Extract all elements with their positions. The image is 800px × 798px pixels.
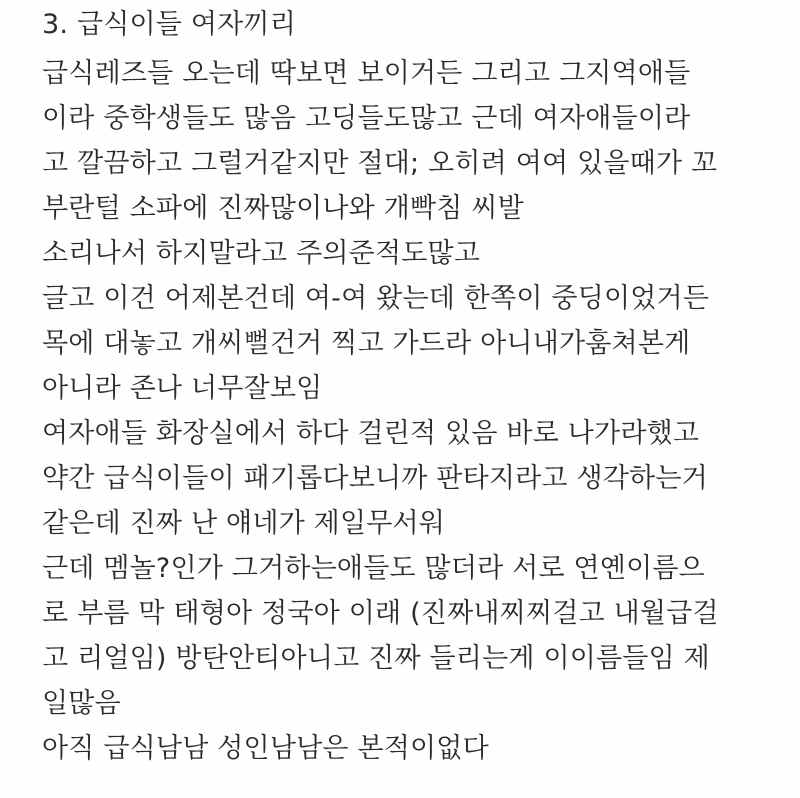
post-line: 급식레즈들 오는데 딱보면 보이거든 그리고 그지역애들 xyxy=(42,58,691,89)
post-line: 같은데 진짜 난 얘네가 제일무서워 xyxy=(42,508,446,539)
post-line: 여자애들 화장실에서 하다 걸린적 있음 바로 나가라했고 xyxy=(42,418,700,449)
post-line: 고 리얼임) 방탄안티아니고 진짜 들리는게 이이름들임 제 xyxy=(42,643,710,674)
post-line: 로 부름 막 태형아 정국아 이래 (진짜내찌찌걸고 내월급걸 xyxy=(42,598,719,629)
post-line: 부란털 소파에 진짜많이나와 개빡침 씨발 xyxy=(42,193,524,224)
post-line: 목에 대놓고 개씨뻘건거 찍고 가드라 아니내가훔쳐본게 xyxy=(42,328,691,359)
post-line: 아직 급식남남 성인남남은 본적이없다 xyxy=(42,733,489,764)
post-line: 글고 이건 어제본건데 여-여 왔는데 한쪽이 중딩이었거든 xyxy=(42,283,710,314)
post-line: 약간 급식이들이 패기롭다보니까 판타지라고 생각하는거 xyxy=(42,463,708,494)
post-line: 소리나서 하지말라고 주의준적도많고 xyxy=(42,238,481,269)
post-line: 일많음 xyxy=(42,688,121,719)
post-line: 고 깔끔하고 그럴거같지만 절대; 오히려 여여 있을때가 꼬 xyxy=(42,148,718,179)
post-line: 근데 멤놀?인가 그거하는애들도 많더라 서로 연옌이름으 xyxy=(42,553,705,584)
post-line: 이라 중학생들도 많음 고딩들도많고 근데 여자애들이라 xyxy=(42,103,691,134)
post-line: 아니라 존나 너무잘보임 xyxy=(42,373,323,404)
post-heading: 3. 급식이들 여자끼리 xyxy=(42,9,296,40)
